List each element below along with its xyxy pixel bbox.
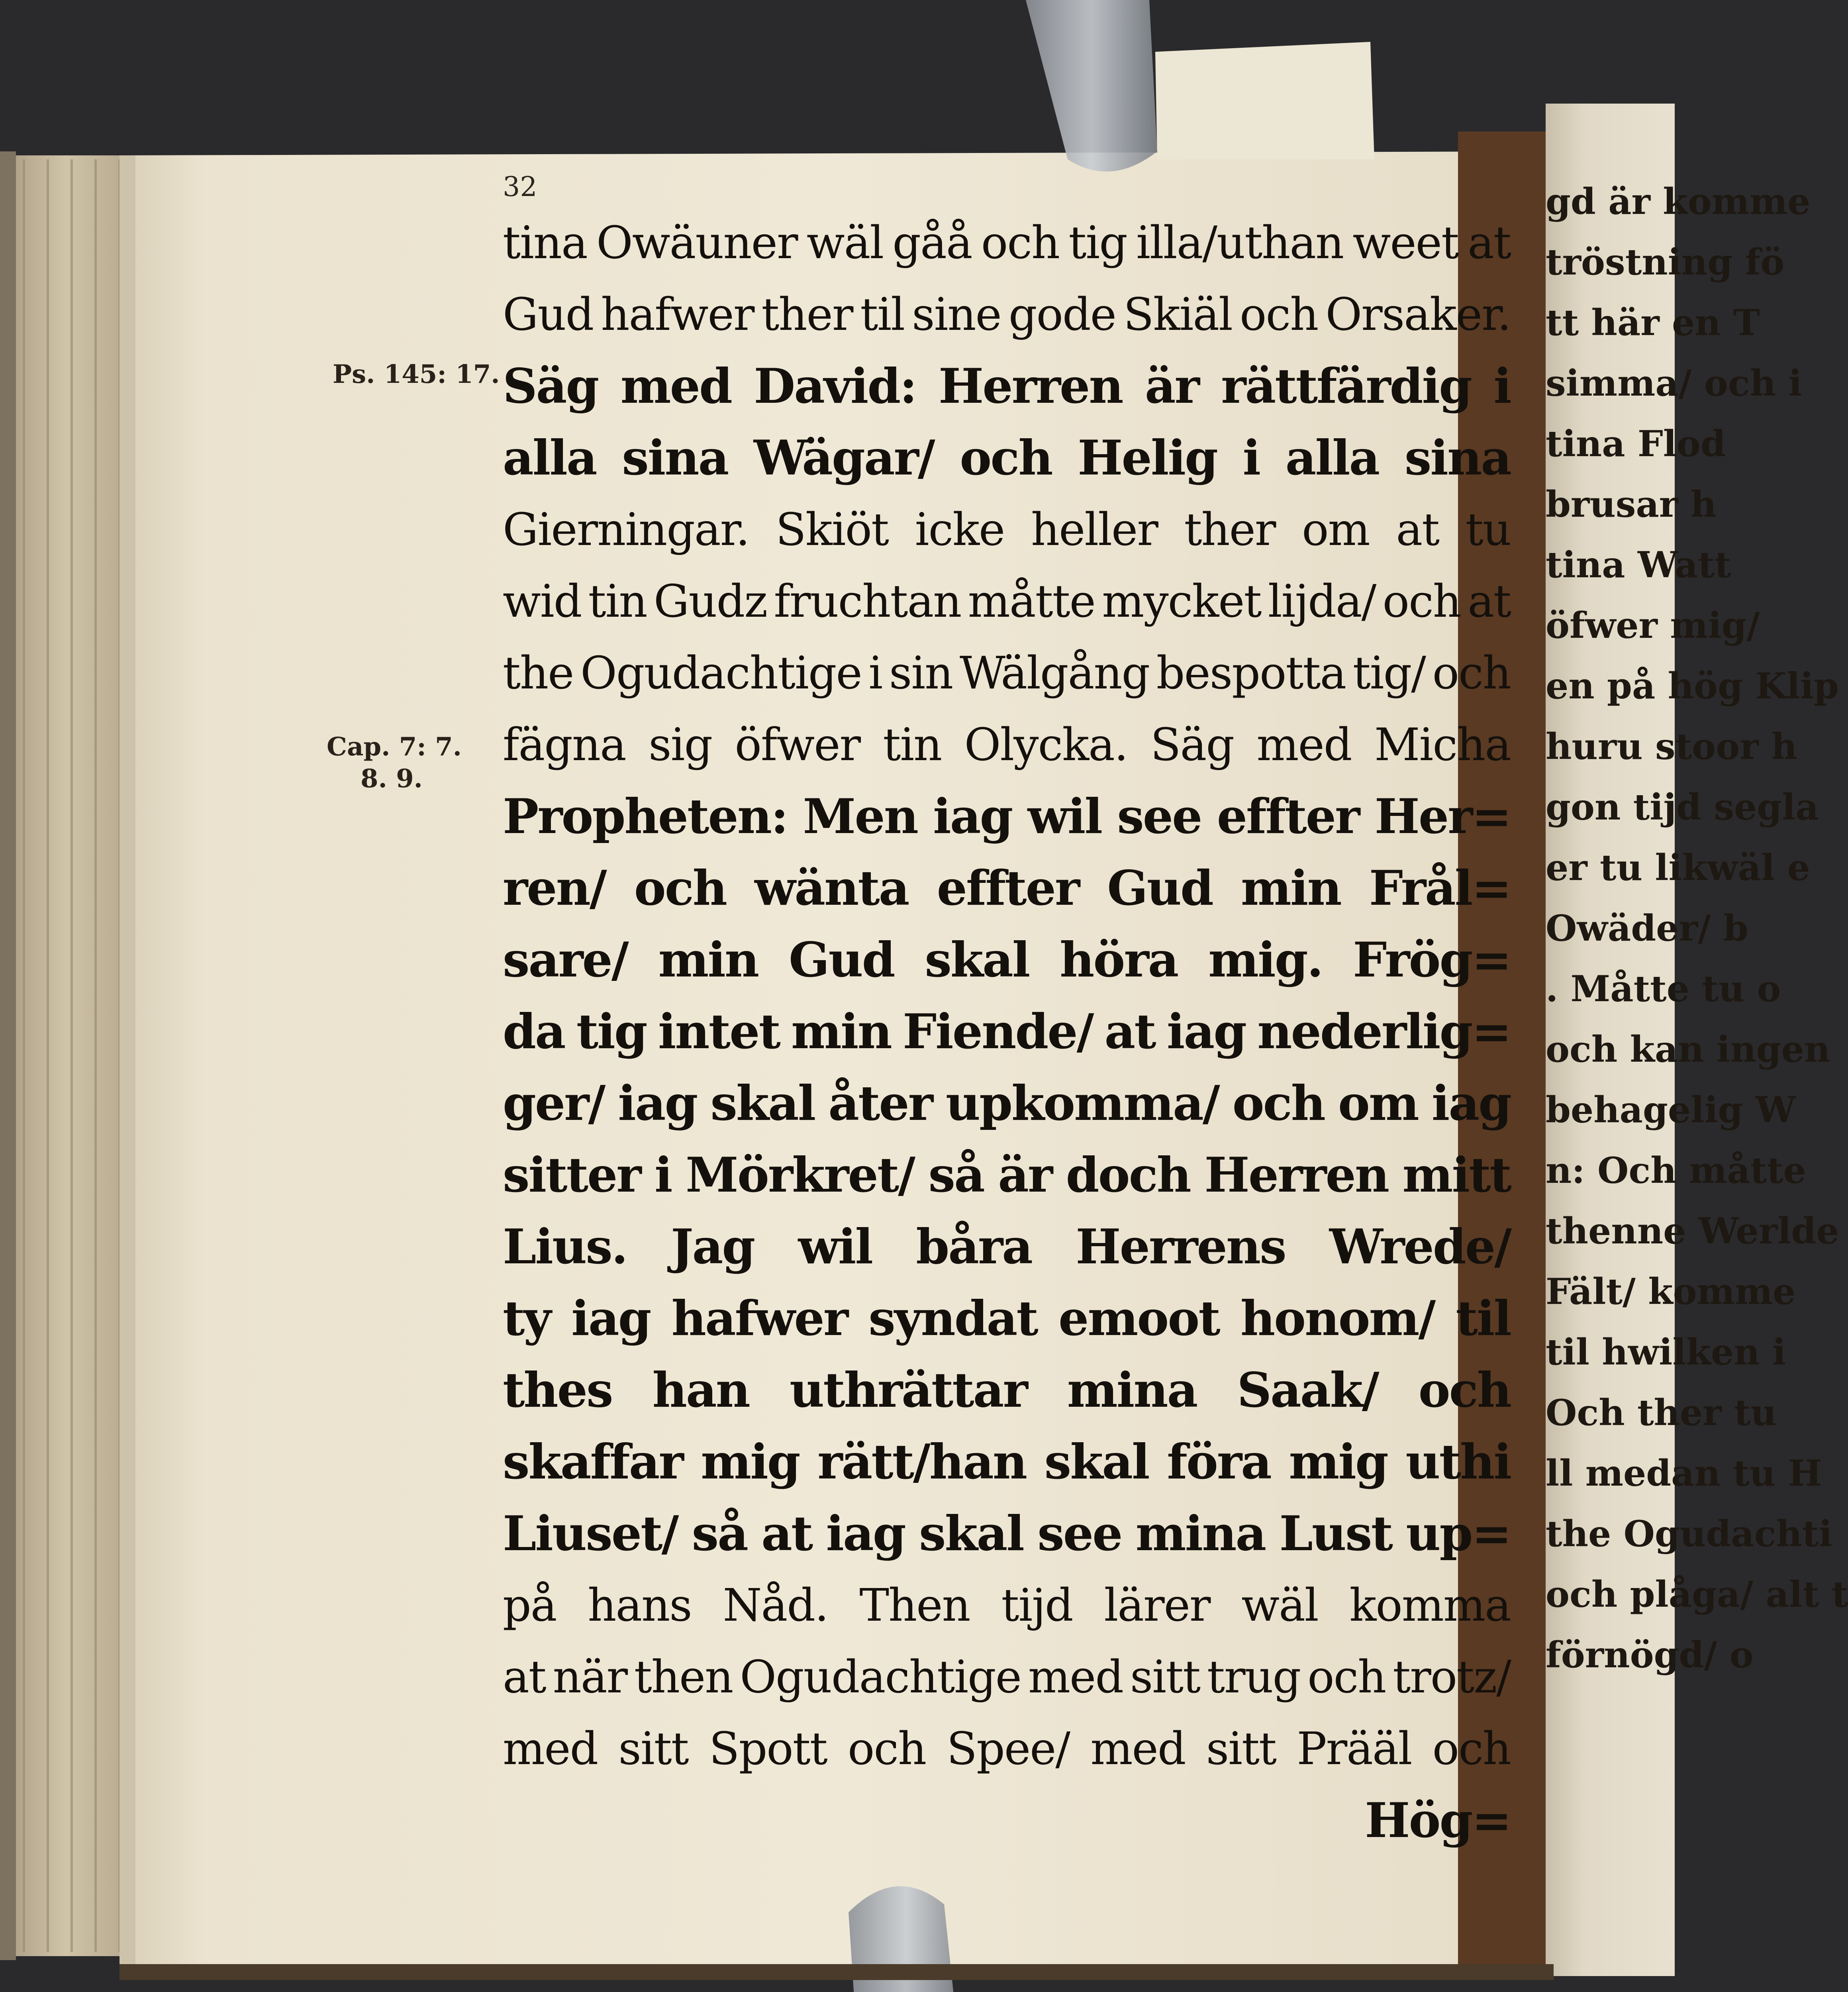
word: hafwer bbox=[601, 289, 754, 341]
word: föra bbox=[1167, 1434, 1271, 1490]
word: alla bbox=[1285, 430, 1379, 486]
text-line bbox=[503, 637, 1511, 709]
word: Liuset/ bbox=[503, 1506, 678, 1562]
text-line bbox=[503, 1641, 1511, 1713]
word: och bbox=[1382, 576, 1461, 627]
word: ther bbox=[761, 289, 853, 341]
word: icke bbox=[915, 504, 1005, 556]
word: sitt bbox=[618, 1723, 688, 1775]
word: heller bbox=[1031, 504, 1158, 556]
word: tin bbox=[883, 719, 942, 771]
word: gåå bbox=[892, 217, 972, 269]
word: mina bbox=[1135, 1506, 1266, 1562]
word: iag bbox=[618, 1075, 697, 1131]
word: da bbox=[503, 1004, 565, 1060]
word: Gud bbox=[503, 289, 594, 341]
word: til bbox=[1456, 1290, 1511, 1347]
word: Orsaker. bbox=[1325, 289, 1511, 341]
word: Säg bbox=[1150, 719, 1234, 771]
word: sine bbox=[912, 289, 1001, 341]
word: Helig bbox=[1078, 430, 1217, 486]
word: om bbox=[1338, 1075, 1418, 1131]
word: upkomma/ bbox=[945, 1075, 1219, 1131]
word: at bbox=[1396, 504, 1439, 556]
text-line bbox=[503, 1498, 1511, 1570]
word: skaffar bbox=[503, 1434, 683, 1490]
word: så bbox=[692, 1506, 747, 1562]
text-line bbox=[503, 207, 1511, 279]
paper-slip bbox=[1155, 42, 1374, 159]
text-line bbox=[503, 1426, 1511, 1498]
word: Prääl bbox=[1297, 1723, 1412, 1775]
word: iag bbox=[933, 788, 1012, 845]
word: sina bbox=[622, 430, 728, 486]
text-line bbox=[503, 1570, 1511, 1641]
word: intet bbox=[658, 1004, 780, 1060]
next-page-fragment: Fält/ komme bbox=[1546, 1270, 1796, 1313]
word: at bbox=[1104, 1004, 1155, 1060]
word: wil bbox=[798, 1219, 872, 1275]
word: rätt/han bbox=[817, 1434, 1027, 1490]
word: Wrede/ bbox=[1329, 1219, 1511, 1275]
word: Frål= bbox=[1369, 860, 1511, 916]
word: Skiöt bbox=[776, 504, 888, 556]
word: thes bbox=[503, 1362, 612, 1418]
word: och bbox=[960, 430, 1052, 486]
word: är bbox=[998, 1147, 1052, 1203]
next-page-fragment: en på hög Klip bbox=[1546, 665, 1839, 707]
next-page-fragment: tröstning fö bbox=[1546, 241, 1785, 283]
word: sin bbox=[889, 647, 953, 699]
margin-note-micah-line1: Cap. 7: 7. bbox=[327, 732, 462, 762]
next-page-fragment: til hwilken i bbox=[1546, 1331, 1786, 1373]
word: mig bbox=[1289, 1434, 1387, 1490]
word: om bbox=[1302, 504, 1370, 556]
word: tu bbox=[1465, 504, 1511, 556]
word: sitt bbox=[1206, 1723, 1276, 1775]
text-line bbox=[503, 924, 1511, 996]
word: at bbox=[1468, 576, 1511, 627]
page-number: 32 bbox=[503, 171, 537, 203]
word: höra bbox=[1060, 932, 1178, 988]
word: iag bbox=[1431, 1075, 1511, 1131]
next-page-fragment: . Måtte tu o bbox=[1546, 968, 1781, 1010]
word: i bbox=[655, 1147, 672, 1203]
word: sare/ bbox=[503, 932, 628, 988]
next-page-fragment: och plåga/ alt t bbox=[1546, 1573, 1848, 1616]
word: tig bbox=[576, 1004, 647, 1060]
word: see bbox=[1037, 1506, 1122, 1562]
word: hafwer bbox=[671, 1290, 848, 1347]
word: Wälgång bbox=[959, 647, 1150, 699]
next-page-fragment: behagelig W bbox=[1546, 1089, 1796, 1131]
word: skal bbox=[1044, 1434, 1149, 1490]
word: Herren bbox=[1204, 1147, 1389, 1203]
word: uthrättar bbox=[789, 1362, 1027, 1418]
word: trug bbox=[1207, 1651, 1301, 1703]
left-page-stack bbox=[0, 155, 131, 1956]
word: weet bbox=[1352, 217, 1458, 269]
word: öfwer bbox=[735, 719, 860, 771]
next-page-fragment: och kan ingen bbox=[1546, 1028, 1830, 1071]
text-line bbox=[503, 1283, 1511, 1355]
word: gode bbox=[1008, 289, 1116, 341]
word: skal bbox=[919, 1506, 1023, 1562]
word: Micha bbox=[1374, 719, 1511, 771]
word: Herrens bbox=[1076, 1219, 1286, 1275]
word: skal bbox=[710, 1075, 815, 1131]
word: Gud bbox=[789, 932, 894, 988]
word: och bbox=[1432, 647, 1511, 699]
word: fägna bbox=[503, 719, 626, 771]
word: at bbox=[1468, 217, 1511, 269]
word: komma bbox=[1349, 1580, 1511, 1631]
word: med bbox=[1256, 719, 1352, 771]
word: mitt bbox=[1402, 1147, 1511, 1203]
word: tijd bbox=[1001, 1580, 1073, 1631]
word: så bbox=[928, 1147, 984, 1203]
word: ger/ bbox=[503, 1075, 605, 1131]
word: wäl bbox=[1241, 1580, 1318, 1631]
word: är bbox=[1144, 358, 1199, 414]
word: båra bbox=[916, 1219, 1032, 1275]
next-page-fragment: öfwer mig/ bbox=[1546, 604, 1760, 647]
word: Propheten: bbox=[503, 788, 788, 845]
next-page-fragment: Owäder/ b bbox=[1546, 907, 1748, 949]
word: iag bbox=[1166, 1004, 1246, 1060]
word: doch bbox=[1066, 1147, 1190, 1203]
word: han bbox=[652, 1362, 749, 1418]
word: honom/ bbox=[1240, 1290, 1435, 1347]
catchword: Hög= bbox=[1365, 1792, 1511, 1849]
text-line bbox=[503, 709, 1511, 781]
word: tig bbox=[1068, 217, 1127, 269]
word: wäl bbox=[806, 217, 884, 269]
word: på bbox=[503, 1580, 557, 1631]
word: min bbox=[658, 932, 758, 988]
word: och bbox=[1418, 1362, 1511, 1418]
text-line bbox=[503, 351, 1511, 422]
next-page-text-fragments bbox=[1546, 171, 1848, 1725]
word: wänta bbox=[754, 860, 909, 916]
word: Mörkret/ bbox=[686, 1147, 915, 1203]
word: sitt bbox=[1130, 1651, 1200, 1703]
word: mina bbox=[1067, 1362, 1197, 1418]
word: med bbox=[503, 1723, 598, 1775]
word: med bbox=[1090, 1723, 1186, 1775]
word: Jag bbox=[670, 1219, 754, 1275]
word: skal bbox=[925, 932, 1029, 988]
word: lijda/ bbox=[1268, 576, 1376, 627]
word: Lius. bbox=[503, 1219, 627, 1275]
word: med bbox=[620, 358, 731, 414]
word: Nåd. bbox=[723, 1580, 828, 1631]
word: Then bbox=[859, 1580, 970, 1631]
next-page-fragment: huru stoor h bbox=[1546, 725, 1797, 768]
word: Frög= bbox=[1353, 932, 1511, 988]
word: bespotta bbox=[1156, 647, 1346, 699]
word: min bbox=[1240, 860, 1341, 916]
word: ren/ bbox=[503, 860, 606, 916]
word: och bbox=[981, 217, 1060, 269]
word: och bbox=[1240, 289, 1318, 341]
word: Gud bbox=[1107, 860, 1213, 916]
word: hans bbox=[588, 1580, 692, 1631]
word: then bbox=[634, 1651, 733, 1703]
word: emoot bbox=[1058, 1290, 1219, 1347]
word: til bbox=[860, 289, 905, 341]
word: när bbox=[553, 1651, 627, 1703]
word: Herren bbox=[938, 358, 1123, 414]
word: Wägar/ bbox=[753, 430, 934, 486]
word: trotz/ bbox=[1393, 1651, 1511, 1703]
text-line bbox=[503, 422, 1511, 494]
word: tin bbox=[588, 576, 647, 627]
word: måtte bbox=[968, 576, 1095, 627]
next-page-fragment: tina Flod bbox=[1546, 423, 1726, 465]
word: Lust bbox=[1279, 1506, 1392, 1562]
word: ty bbox=[503, 1290, 551, 1347]
word: Saak/ bbox=[1237, 1362, 1378, 1418]
word: Gierningar. bbox=[503, 504, 749, 556]
text-line bbox=[503, 1211, 1511, 1283]
next-page-fragment: gon tijd segla bbox=[1546, 786, 1819, 828]
text-line bbox=[503, 279, 1511, 351]
word: nederlig= bbox=[1257, 1004, 1511, 1060]
word: och bbox=[847, 1723, 926, 1775]
word: Spott bbox=[709, 1723, 827, 1775]
word: David: bbox=[754, 358, 916, 414]
word: sitter bbox=[503, 1147, 641, 1203]
next-page-fragment: the Ogudachti bbox=[1546, 1513, 1832, 1555]
next-page-fragment: n: Och måtte bbox=[1546, 1149, 1806, 1192]
word: Olycka. bbox=[964, 719, 1128, 771]
next-page-fragment: Och ther tu bbox=[1546, 1392, 1777, 1434]
word: åter bbox=[828, 1075, 932, 1131]
word: tig/ bbox=[1352, 647, 1426, 699]
word: Owäuner bbox=[596, 217, 798, 269]
text-line bbox=[503, 781, 1511, 853]
word: see bbox=[1117, 788, 1201, 845]
word: iag bbox=[571, 1290, 651, 1347]
text-line bbox=[503, 1713, 1511, 1785]
text-line bbox=[503, 494, 1511, 566]
word: at bbox=[503, 1651, 546, 1703]
word: Her= bbox=[1374, 788, 1511, 845]
word: och bbox=[634, 860, 727, 916]
word: i bbox=[1242, 430, 1260, 486]
word: Spee/ bbox=[947, 1723, 1070, 1775]
word: Ogudachtige bbox=[740, 1651, 1021, 1703]
word: effter bbox=[937, 860, 1079, 916]
next-page-fragment: tina Watt bbox=[1546, 544, 1731, 586]
next-page-fragment: thenne Werlde bbox=[1546, 1210, 1839, 1252]
text-line bbox=[503, 853, 1511, 924]
word: syndat bbox=[868, 1290, 1037, 1347]
word: Skiäl bbox=[1123, 289, 1232, 341]
text-line bbox=[503, 1355, 1511, 1426]
word: i bbox=[1493, 358, 1511, 414]
word: Säg bbox=[503, 358, 598, 414]
word: illa/uthan bbox=[1136, 217, 1344, 269]
text-line bbox=[503, 1068, 1511, 1139]
word: mig bbox=[701, 1434, 800, 1490]
word: och bbox=[1432, 1723, 1511, 1775]
margin-note-micah-line2: 8. 9. bbox=[361, 764, 423, 794]
word: min bbox=[791, 1004, 891, 1060]
text-line bbox=[503, 996, 1511, 1068]
word: rättfärdig bbox=[1221, 358, 1472, 414]
next-page-fragment: brusar h bbox=[1546, 483, 1717, 525]
word: at bbox=[761, 1506, 812, 1562]
word: lärer bbox=[1104, 1580, 1210, 1631]
word: sig bbox=[649, 719, 712, 771]
word: Men bbox=[803, 788, 917, 845]
word: alla bbox=[503, 430, 596, 486]
next-page-fragment: simma/ och i bbox=[1546, 362, 1802, 404]
text-line bbox=[503, 1139, 1511, 1211]
word: Ogudachtige bbox=[580, 647, 862, 699]
word: sina bbox=[1404, 430, 1511, 486]
word: wid bbox=[503, 576, 582, 627]
margin-note-psalm: Ps. 145: 17. bbox=[333, 359, 500, 389]
word: mycket bbox=[1102, 576, 1261, 627]
word: fruchtan bbox=[774, 576, 961, 627]
next-page-fragment: gd är komme bbox=[1546, 180, 1811, 223]
next-page-fragment: ll medan tu H bbox=[1546, 1452, 1822, 1494]
word: tina bbox=[503, 217, 587, 269]
text-line bbox=[503, 566, 1511, 637]
word: och bbox=[1232, 1075, 1325, 1131]
word: wil bbox=[1027, 788, 1102, 845]
word: Fiende/ bbox=[902, 1004, 1093, 1060]
next-page-fragment: er tu likwäl e bbox=[1546, 847, 1810, 889]
next-page-fragment: förnögd/ o bbox=[1546, 1634, 1754, 1676]
word: Gudz bbox=[653, 576, 767, 627]
next-page-fragment: tt här en T bbox=[1546, 302, 1760, 344]
word: mig. bbox=[1208, 932, 1323, 988]
word: uthi bbox=[1405, 1434, 1511, 1490]
main-text-block bbox=[503, 207, 1511, 1857]
word: och bbox=[1307, 1651, 1386, 1703]
word: i bbox=[868, 647, 882, 699]
word: iag bbox=[826, 1506, 905, 1562]
word: up= bbox=[1406, 1506, 1511, 1562]
word: effter bbox=[1217, 788, 1359, 845]
word: the bbox=[503, 647, 574, 699]
word: med bbox=[1028, 1651, 1123, 1703]
word: ther bbox=[1184, 504, 1276, 556]
